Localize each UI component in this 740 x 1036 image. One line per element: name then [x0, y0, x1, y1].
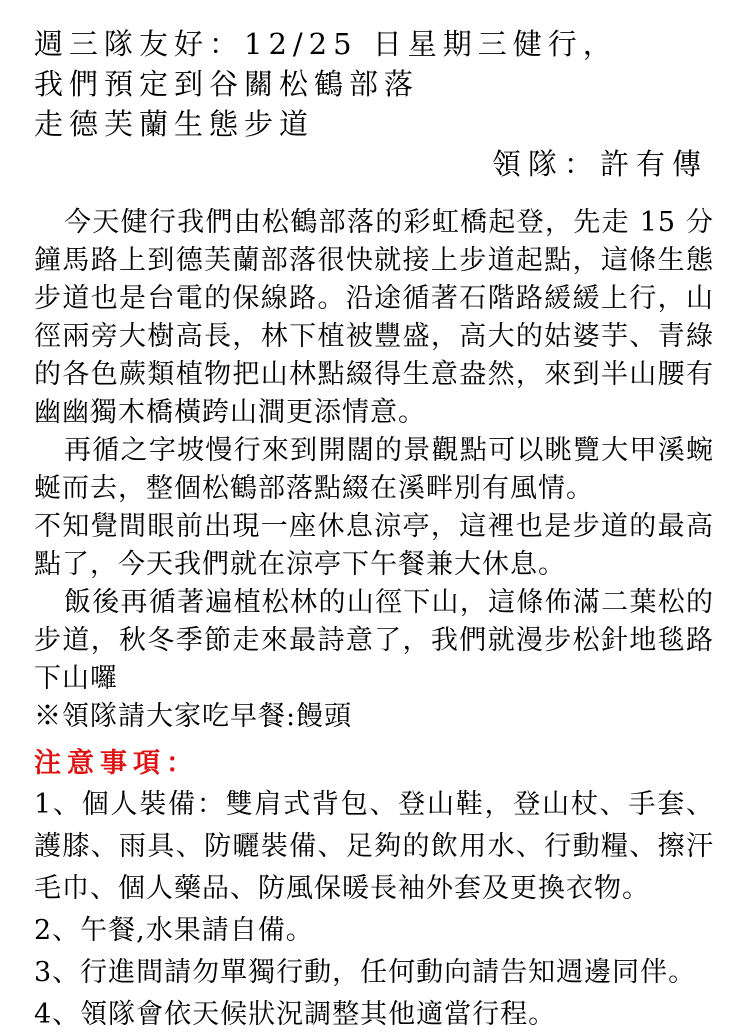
- header-line-trail: 走德芙蘭生態步道: [34, 107, 315, 141]
- note-item-lunch: 2、午餐,水果請自備。: [34, 915, 314, 946]
- document-header: [34, 24, 714, 184]
- leader-name: 領隊：許有傳: [492, 147, 709, 181]
- paragraph-route-intro: 今天健行我們由松鶴部落的彩虹橋起登，先走 15 分鐘馬路上到德芙蘭部落很快就接上步道起點，這條生態步道也是台電的保線路。沿途循著石階路緩緩上行，山徑兩旁大樹高長，林下植被豐盛，高大的姑婆芋、青綠的各色蕨類植物把山林點綴得生意盎然，來到半山腰有幽幽獨木橋橫跨山澗更添情意。: [34, 207, 714, 428]
- trip-description: [34, 204, 714, 736]
- note-item-weather: 4、領隊會依天候狀況調整其他適當行程。: [34, 999, 557, 1030]
- paragraph-pavilion-rest: 不知覺間眼前出現一座休息涼亭，這裡也是步道的最高點了，今天我們就在涼亭下午餐兼大休息。: [34, 511, 714, 580]
- note-item-gear: 1、個人裝備：雙肩式背包、登山鞋，登山杖、手套、護膝、雨具、防曬裝備、足夠的飲用水、行動糧、擦汗毛巾、個人藥品、防風保暖長袖外套及更換衣物。: [34, 789, 714, 904]
- header-line-date: 週三隊友好：12/25 日星期三健行，: [34, 27, 618, 61]
- paragraph-viewpoint: 再循之字坡慢行來到開闊的景觀點可以眺覽大甲溪蜿蜒而去，整個松鶴部落點綴在溪畔別有風情。: [34, 435, 714, 504]
- header-line-destination: 我們預定到谷關松鶴部落: [34, 67, 420, 101]
- paragraph-descent: 飯後再循著遍植松林的山徑下山，這條佈滿二葉松的步道，秋冬季節走來最詩意了，我們就漫步松針地毯路下山囉: [34, 587, 714, 694]
- notes-section: [34, 744, 714, 1036]
- note-item-no-solo: 3、行進間請勿單獨行動，任何動向請告知週邊同伴。: [34, 957, 697, 988]
- breakfast-note: ※領隊請大家吃早餐:饅頭: [34, 701, 353, 732]
- notes-heading: 注意事項：: [34, 748, 199, 779]
